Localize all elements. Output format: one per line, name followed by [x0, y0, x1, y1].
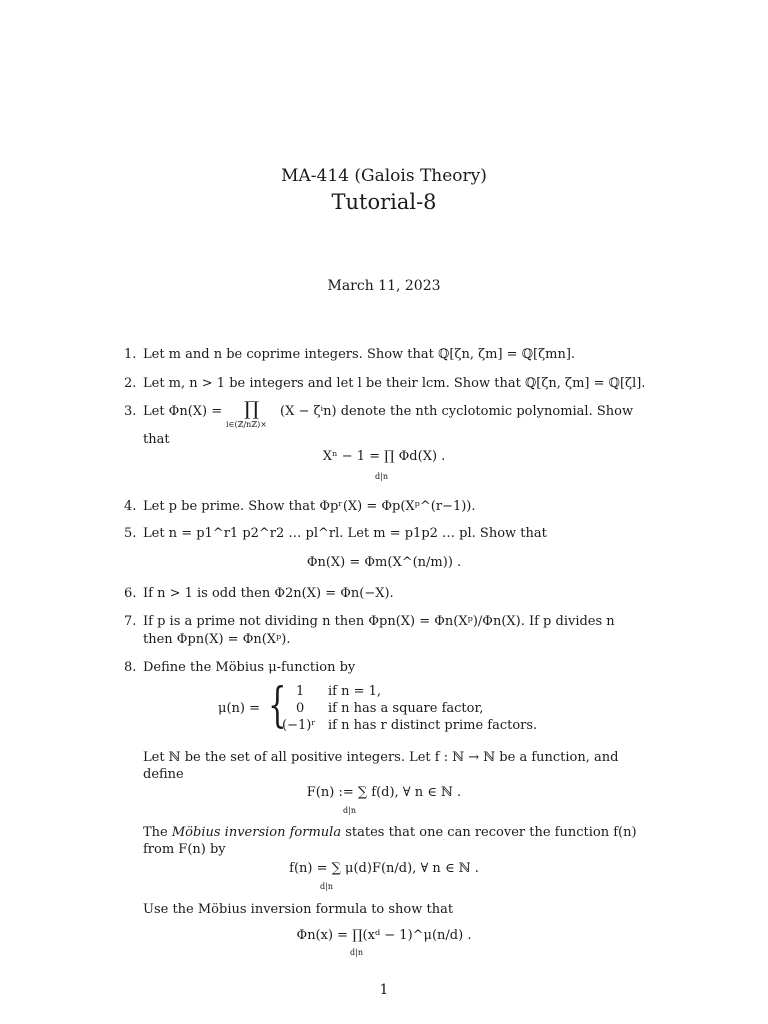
- problem-8-para2-line1: The Möbius inversion formula states that one can recover the function f(n): [143, 825, 637, 840]
- problem-4-number: 4.: [124, 499, 137, 514]
- problem-7-line1: If p is a prime not dividing n then Φpn(X) = Φn(Xᵖ)/Φn(X). If p divides n: [143, 614, 615, 629]
- case-1-condition: if n = 1,: [328, 684, 382, 699]
- product-symbol: ∏: [244, 398, 260, 420]
- case-3-value: (−1)ʳ: [282, 718, 316, 733]
- mobius-eq3: Φn(x) = ∏(xᵈ − 1)^μ(n/d) .: [296, 928, 472, 943]
- problem-4-text: Let p be prime. Show that Φpʳ(X) = Φp(Xᵖ^(r−1)).: [143, 499, 476, 514]
- page-number: 1: [379, 982, 389, 998]
- problem-3-line2: that: [143, 432, 170, 447]
- problem-8-para2-line2: from F(n) by: [143, 842, 226, 857]
- problem-8-number: 8.: [124, 660, 137, 675]
- case-2-value: 0: [296, 701, 305, 716]
- problem-3-line1b: (X − ζⁱn) denote the nth cyclotomic polynomial. Show: [280, 404, 634, 419]
- problem-6-number: 6.: [124, 586, 137, 601]
- course-title: MA-414 (Galois Theory): [281, 166, 487, 186]
- problem-1-text: Let m and n be coprime integers. Show that ℚ[ζn, ζm] = ℚ[ζmn].: [143, 347, 576, 362]
- problem-7-line2: then Φpn(X) = Φn(Xᵖ).: [143, 632, 291, 647]
- mobius-eq1-subscript: d|n: [343, 806, 356, 815]
- problem-5-number: 5.: [124, 526, 137, 541]
- tutorial-title: Tutorial-8: [331, 190, 437, 214]
- mobius-eq3-subscript: d|n: [350, 948, 363, 957]
- case-1-value: 1: [296, 684, 305, 699]
- problem-6-text: If n > 1 is odd then Φ2n(X) = Φn(−X).: [143, 586, 394, 601]
- problem-3-eq-subscript: d|n: [375, 472, 388, 481]
- mobius-formula-emphasis: Möbius inversion formula: [171, 825, 342, 840]
- problem-3-number: 3.: [124, 404, 137, 419]
- problem-2-number: 2.: [124, 376, 137, 391]
- mobius-eq1: F(n) := ∑ f(d), ∀ n ∈ ℕ .: [306, 785, 462, 800]
- problem-7-number: 7.: [124, 614, 137, 629]
- product-subscript: i∈(ℤ/nℤ)×: [226, 420, 267, 429]
- document-date: March 11, 2023: [327, 278, 441, 294]
- problem-8-para1-line2: define: [143, 767, 184, 782]
- problem-5-text: Let n = p1^r1 p2^r2 … pl^rl. Let m = p1p2 … pl. Show that: [143, 526, 547, 541]
- problem-1-number: 1.: [124, 347, 137, 362]
- problem-8-para3: Use the Möbius inversion formula to show that: [143, 902, 454, 917]
- case-2-condition: if n has a square factor,: [328, 701, 484, 716]
- mu-lhs: μ(n) =: [218, 701, 260, 716]
- problem-8-para1-line1: Let ℕ be the set of all positive integers. Let f : ℕ → ℕ be a function, and: [143, 750, 619, 765]
- mobius-eq2-subscript: d|n: [320, 882, 333, 891]
- problem-8-line1: Define the Möbius μ-function by: [143, 660, 356, 675]
- case-3-condition: if n has r distinct prime factors.: [328, 718, 538, 733]
- mobius-eq2: f(n) = ∑ μ(d)F(n/d), ∀ n ∈ ℕ .: [289, 861, 479, 876]
- problem-3-equation: Xⁿ − 1 = ∏ Φd(X) .: [322, 449, 446, 464]
- problem-5-equation: Φn(X) = Φm(X^(n/m)) .: [306, 555, 462, 570]
- problem-2-text: Let m, n > 1 be integers and let l be their lcm. Show that ℚ[ζn, ζm] = ℚ[ζl].: [143, 376, 646, 391]
- problem-3-line1: Let Φn(X) =: [143, 404, 223, 419]
- cases-brace: {: [268, 677, 287, 733]
